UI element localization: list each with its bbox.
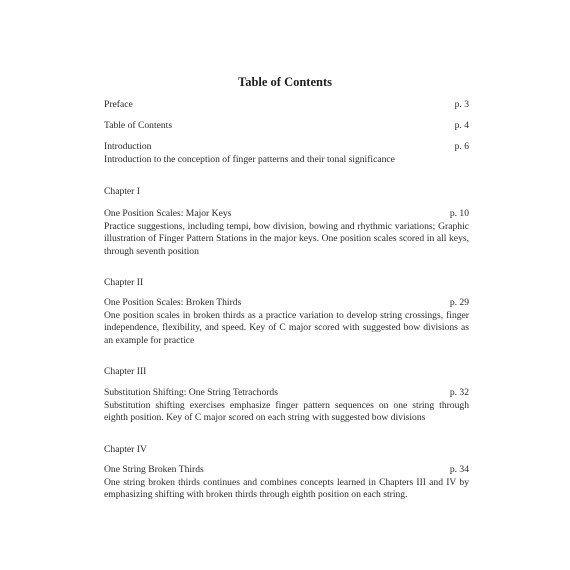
entry-label: Table of Contents <box>104 120 173 131</box>
entry-description: Substitution shifting exercises emphasize finger pattern sequences on one string through eighth position. Key of C major scored on each string with suggested bow divisions <box>104 399 469 424</box>
entry-label: Introduction <box>104 141 152 152</box>
entry-description: Introduction to the conception of finger patterns and their tonal significance <box>104 153 395 165</box>
entry-page-number: p. 4 <box>454 120 469 131</box>
toc-entry-chapter-1 <box>104 208 469 258</box>
chapter-heading: Chapter II <box>104 277 144 288</box>
chapter-heading: Chapter IV <box>104 444 147 455</box>
chapter-heading: Chapter I <box>104 186 140 197</box>
chapter-heading: Chapter III <box>104 366 147 377</box>
entry-page-number: p. 29 <box>449 297 469 308</box>
page-title: Table of Contents <box>238 75 332 89</box>
entry-page-number: p. 32 <box>449 387 469 398</box>
entry-label: One Position Scales: Major Keys <box>104 208 232 219</box>
entry-page-number: p. 6 <box>454 141 469 152</box>
entry-label: Preface <box>104 99 133 110</box>
entry-page-number: p. 34 <box>449 464 469 475</box>
toc-entry-chapter-4 <box>104 464 469 502</box>
entry-description: One string broken thirds continues and combines concepts learned in Chapters III and IV by emphasizing shifting with broken thirds through eighth position on each string. <box>104 476 469 501</box>
entry-description: One position scales in broken thirds as a practice variation to develop string crossings, finger independence, flexibility, and speed. Key of C major scored with suggested bow divisions as an example for practice <box>104 309 469 346</box>
toc-entry-introduction <box>104 141 469 166</box>
entry-page-number: p. 10 <box>449 208 469 219</box>
toc-entry-preface <box>104 99 469 112</box>
toc-entry-chapter-2 <box>104 297 469 347</box>
entry-label: Substitution Shifting: One String Tetrachords <box>104 387 278 398</box>
toc-entry-table-of-contents <box>104 120 469 133</box>
entry-label: One Position Scales: Broken Thirds <box>104 297 242 308</box>
toc-entry-chapter-3 <box>104 387 469 425</box>
entry-page-number: p. 3 <box>454 99 469 110</box>
entry-description: Practice suggestions, including tempi, bow division, bowing and rhythmic variations; Graphic illustration of Finger Pattern Stations in the major keys. One position scales scored in all keys, through seventh position <box>104 220 469 257</box>
entry-label: One String Broken Thirds <box>104 464 204 475</box>
